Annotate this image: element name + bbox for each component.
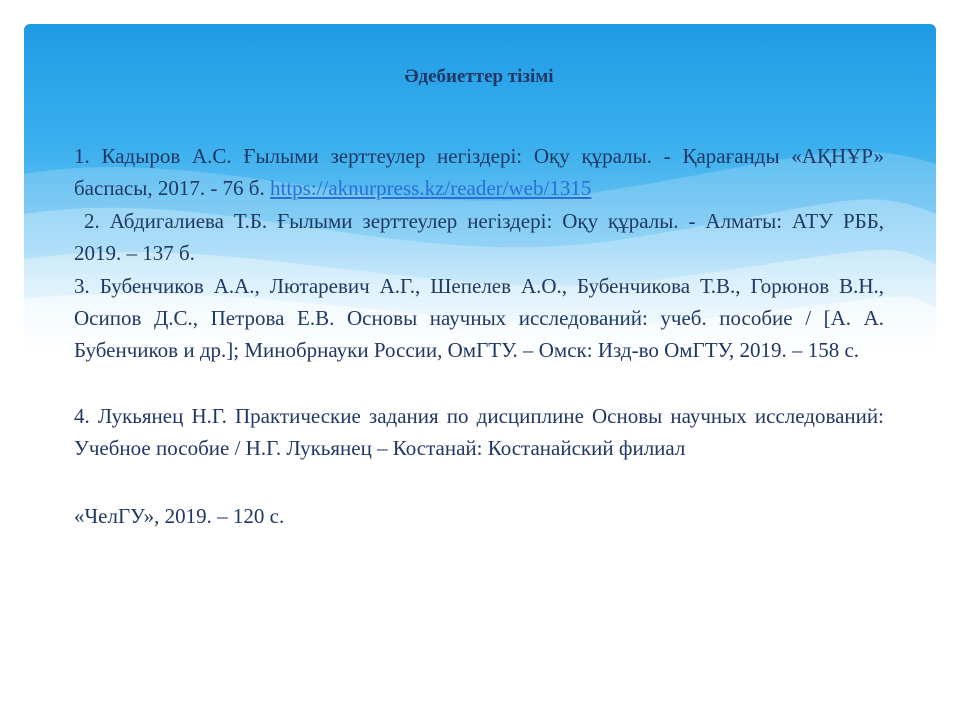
reference-item-3: 3. Бубенчиков А.А., Лютаревич А.Г., Шепелев А.О., Бубенчикова Т.В., Горюнов В.Н., Осипов Д.С., Петрова Е.В. Основы научных исследований: учеб. пособие / [А. А. Бубенчиков и др.]; Минобрнауки России, ОмГТУ. – Омск: Изд-во ОмГТУ, 2019. – 158 с. xyxy=(74,274,884,362)
reference-text: 1. Кадыров А.С. Ғылыми зерттеулер негіздері: Оқу құралы. - Қарағанды «АҚНҰР» баспасы, 2017. - 76 б. xyxy=(74,144,884,200)
reference-item-2: 2. Абдигалиева Т.Б. Ғылыми зерттеулер негіздері: Оқу құралы. - Алматы: АТУ РББ, 2019. – 137 б. xyxy=(74,209,884,265)
slide-title: Әдебиеттер тізімі xyxy=(404,66,554,87)
reference-item-4: 4. Лукьянец Н.Г. Практические задания по дисциплине Основы научных исследований: Учебное пособие / Н.Г. Лукьянец – Костанай: Костанайский филиал xyxy=(74,404,884,460)
reference-item-4-continuation: «ЧелГУ», 2019. – 120 с. xyxy=(74,504,285,528)
reference-item-1 xyxy=(74,140,884,204)
reference-link[interactable]: https://aknurpress.kz/reader/web/1315 xyxy=(270,176,592,200)
